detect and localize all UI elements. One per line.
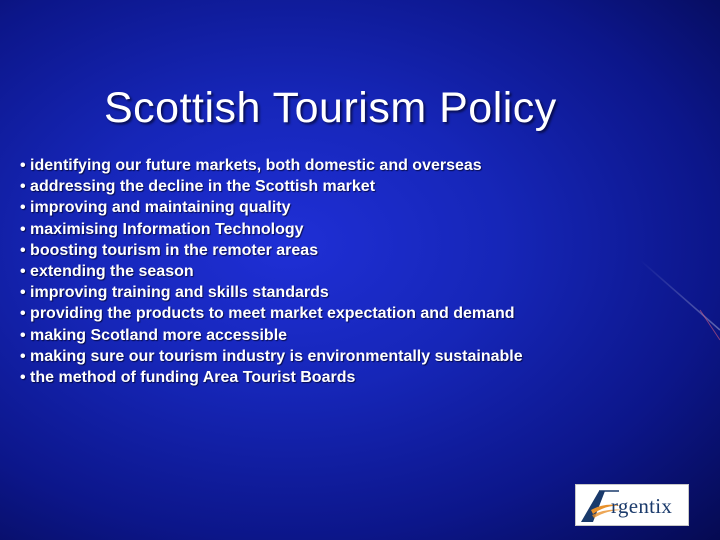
bullet-item: • maximising Information Technology — [20, 220, 304, 238]
bullet-item: • extending the season — [20, 263, 194, 281]
bullet-list — [20, 155, 700, 388]
argentix-logo — [575, 484, 689, 526]
logo-wordmark: rgentix — [611, 494, 673, 518]
bullet-item: • addressing the decline in the Scottish market — [20, 178, 376, 196]
bullet-item: • making Scotland more accessible — [20, 326, 288, 344]
bullet-item: • providing the products to meet market expectation and demand — [20, 305, 515, 323]
bullet-item: • identifying our future markets, both domestic and overseas — [20, 157, 482, 174]
slide-title: Scottish Tourism Policy — [104, 84, 557, 132]
bullet-item: • improving training and skills standards — [20, 284, 329, 302]
bullet-item: • boosting tourism in the remoter areas — [20, 241, 319, 259]
bullet-item: • making sure our tourism industry is environmentally sustainable — [20, 347, 523, 365]
bullet-item: • improving and maintaining quality — [20, 199, 291, 217]
bullet-item: • the method of funding Area Tourist Boards — [20, 369, 356, 387]
